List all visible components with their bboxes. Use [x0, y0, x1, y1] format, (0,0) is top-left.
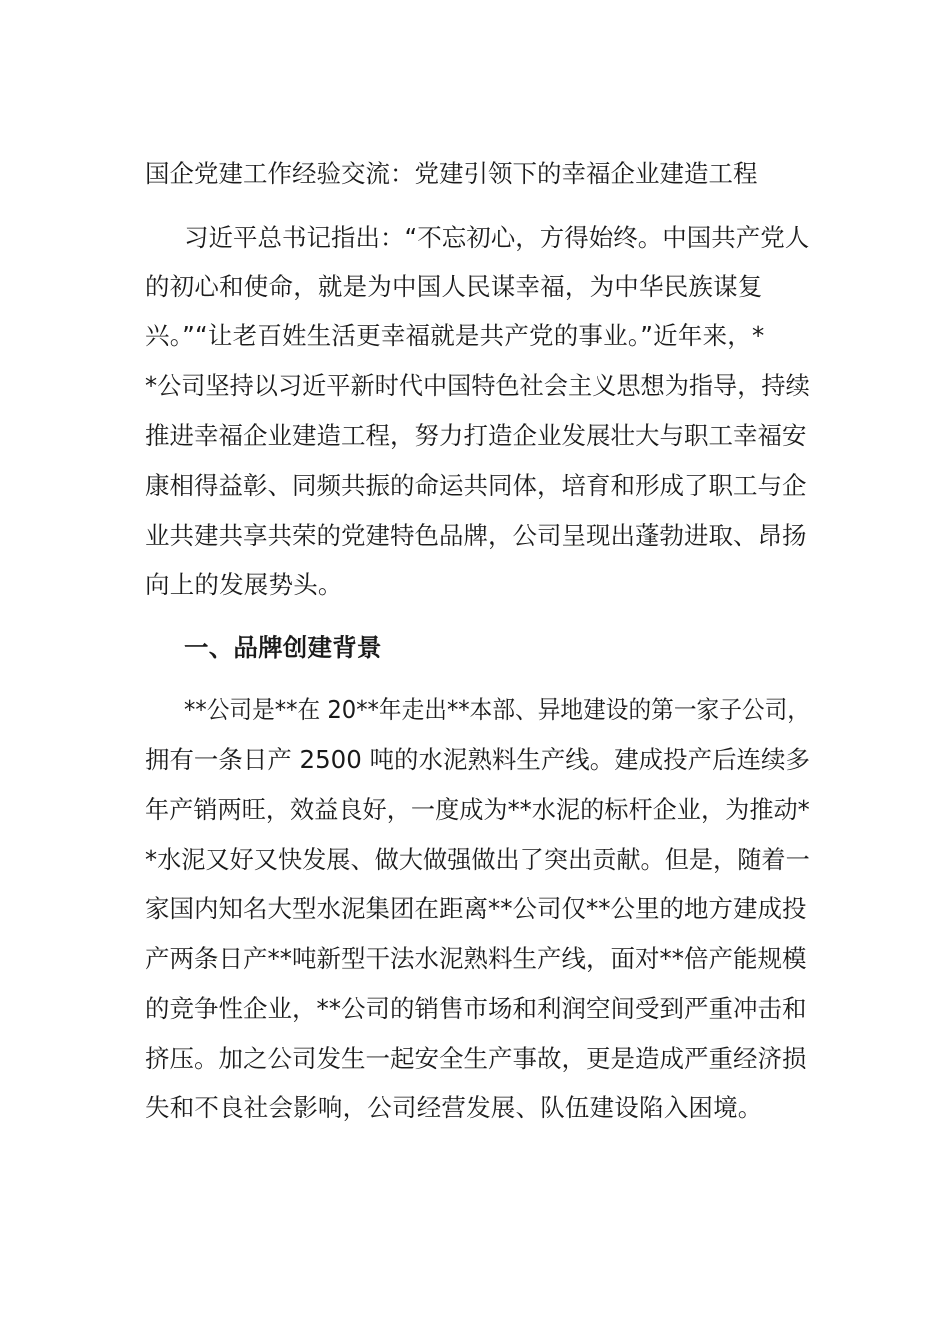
paragraph-line: 康相得益彰、同频共振的命运共同体，培育和形成了职工与企 — [145, 471, 807, 500]
paragraph-line: 推进幸福企业建造工程，努力打造企业发展壮大与职工幸福安 — [145, 421, 807, 450]
section-heading: 一、品牌创建背景 — [184, 633, 382, 662]
paragraph-line: 向上的发展势头。 — [145, 570, 343, 599]
paragraph-line: **公司是**在 20**年走出**本部、异地建设的第一家子公司， — [184, 695, 810, 724]
paragraph-line: 年产销两旺，效益良好，一度成为**水泥的标杆企业，为推动* — [145, 795, 810, 824]
paragraph-line: 兴。”“让老百姓生活更幸福就是共产党的事业。”近年来，* — [145, 321, 765, 350]
document-title: 国企党建工作经验交流：党建引领下的幸福企业建造工程 — [145, 159, 758, 188]
paragraph-line: 拥有一条日产 2500 吨的水泥熟料生产线。建成投产后连续多 — [145, 745, 810, 774]
paragraph-line: *水泥又好又快发展、做大做强做出了突出贡献。但是，随着一 — [145, 845, 810, 874]
paragraph-line: 挤压。加之公司发生一起安全生产事故，更是造成严重经济损 — [145, 1044, 807, 1073]
paragraph-line: 家国内知名大型水泥集团在距离**公司仅**公里的地方建成投 — [145, 894, 807, 923]
paragraph-line: 的初心和使命，就是为中国人民谋幸福，为中华民族谋复 — [145, 272, 763, 301]
paragraph-line: 产两条日产**吨新型干法水泥熟料生产线，面对**倍产能规模 — [145, 944, 807, 973]
paragraph-line: 的竞争性企业，**公司的销售市场和利润空间受到严重冲击和 — [145, 994, 807, 1023]
paragraph-line: 业共建共享共荣的党建特色品牌，公司呈现出蓬勃进取、昂扬 — [145, 521, 807, 550]
paragraph-line: *公司坚持以习近平新时代中国特色社会主义思想为指导，持续 — [145, 371, 810, 400]
paragraph-line: 失和不良社会影响，公司经营发展、队伍建设陷入困境。 — [145, 1093, 763, 1122]
paragraph-line: 习近平总书记指出：“不忘初心，方得始终。中国共产党人 — [184, 223, 810, 252]
